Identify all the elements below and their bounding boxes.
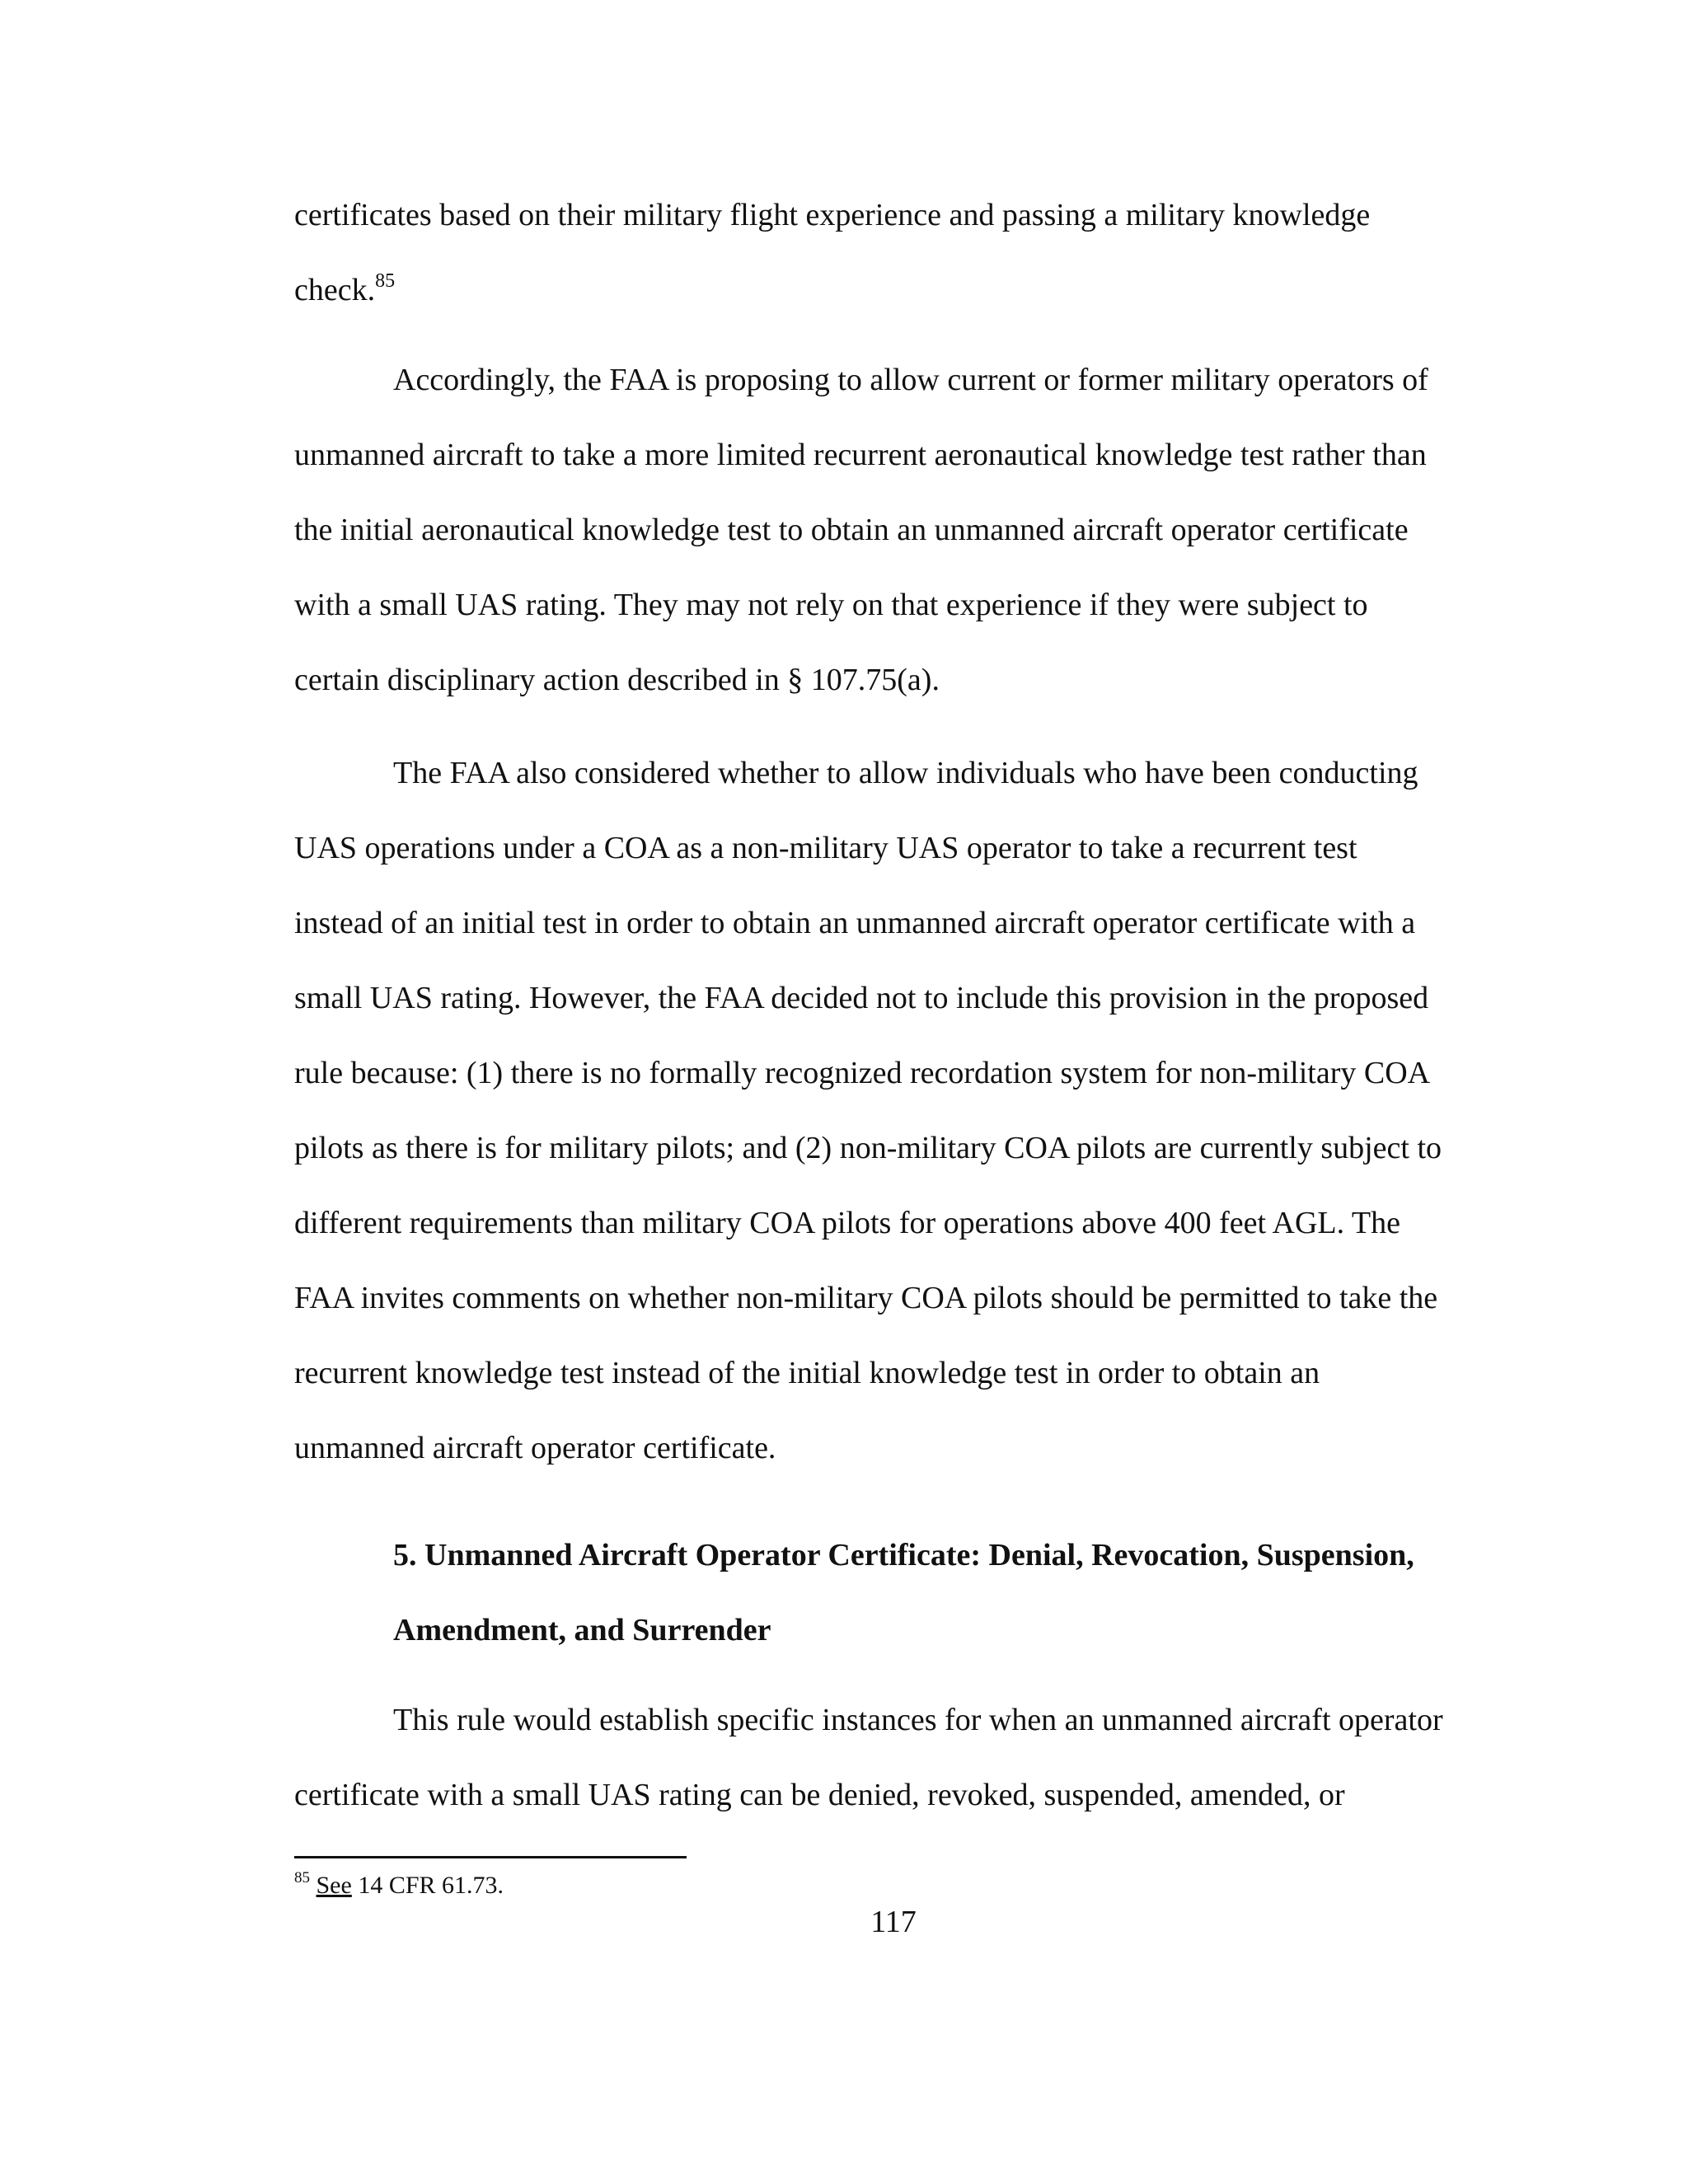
text-line: instead of an initial test in order to obtain an unmanned aircraft operator certificate with a bbox=[294, 906, 1416, 940]
text-line: FAA invites comments on whether non-military COA pilots should be permitted to take the bbox=[294, 1281, 1438, 1315]
text-line: pilots as there is for military pilots; and (2) non-military COA pilots are currently subject to bbox=[294, 1131, 1442, 1165]
text-line: different requirements than military COA pilots for operations above 400 feet AGL. The bbox=[294, 1206, 1400, 1240]
text-line: certificates based on their military flight experience and passing a military knowledge bbox=[294, 198, 1371, 232]
page-number: 117 bbox=[870, 1905, 917, 1939]
footnote-number: 85 bbox=[294, 1869, 310, 1886]
text-line: rule because: (1) there is no formally recognized recordation system for non-military COA bbox=[294, 1056, 1431, 1090]
footnote-reference: 85 bbox=[375, 270, 396, 292]
text-line: certificate with a small UAS rating can be denied, revoked, suspended, amended, or bbox=[294, 1778, 1345, 1812]
text-line bbox=[294, 253, 1498, 328]
text-line: The FAA also considered whether to allow individuals who have been conducting bbox=[393, 756, 1418, 790]
paragraph-2 bbox=[294, 343, 1498, 718]
paragraph-3 bbox=[294, 736, 1498, 1486]
text-line: certain disciplinary action described in § 107.75(a). bbox=[294, 663, 940, 697]
text-line: the initial aeronautical knowledge test to obtain an unmanned aircraft operator certificate bbox=[294, 513, 1409, 547]
footnote bbox=[294, 1869, 504, 1902]
heading-line: 5. Unmanned Aircraft Operator Certificate: Denial, Revocation, Suspension, bbox=[393, 1538, 1414, 1572]
section-heading bbox=[294, 1518, 1498, 1668]
heading-line: Amendment, and Surrender bbox=[393, 1613, 771, 1647]
text-line: unmanned aircraft to take a more limited recurrent aeronautical knowledge test rather than bbox=[294, 438, 1427, 472]
text-line: This rule would establish specific instances for when an unmanned aircraft operator bbox=[393, 1703, 1443, 1737]
footnote-divider bbox=[294, 1856, 687, 1858]
paragraph-1 bbox=[294, 178, 1498, 328]
footnote-see-signal: See bbox=[316, 1872, 352, 1899]
text-line: small UAS rating. However, the FAA decided not to include this provision in the proposed bbox=[294, 981, 1429, 1015]
text-line-content: check. bbox=[294, 273, 376, 307]
text-line: with a small UAS rating. They may not rely on that experience if they were subject to bbox=[294, 588, 1368, 622]
text-line: UAS operations under a COA as a non-military UAS operator to take a recurrent test bbox=[294, 831, 1357, 865]
text-line: recurrent knowledge test instead of the initial knowledge test in order to obtain an bbox=[294, 1356, 1320, 1390]
text-line: Accordingly, the FAA is proposing to allow current or former military operators of bbox=[393, 363, 1428, 397]
paragraph-4 bbox=[294, 1683, 1498, 1833]
footnote-citation: 14 CFR 61.73. bbox=[351, 1872, 504, 1899]
text-line: unmanned aircraft operator certificate. bbox=[294, 1431, 776, 1465]
